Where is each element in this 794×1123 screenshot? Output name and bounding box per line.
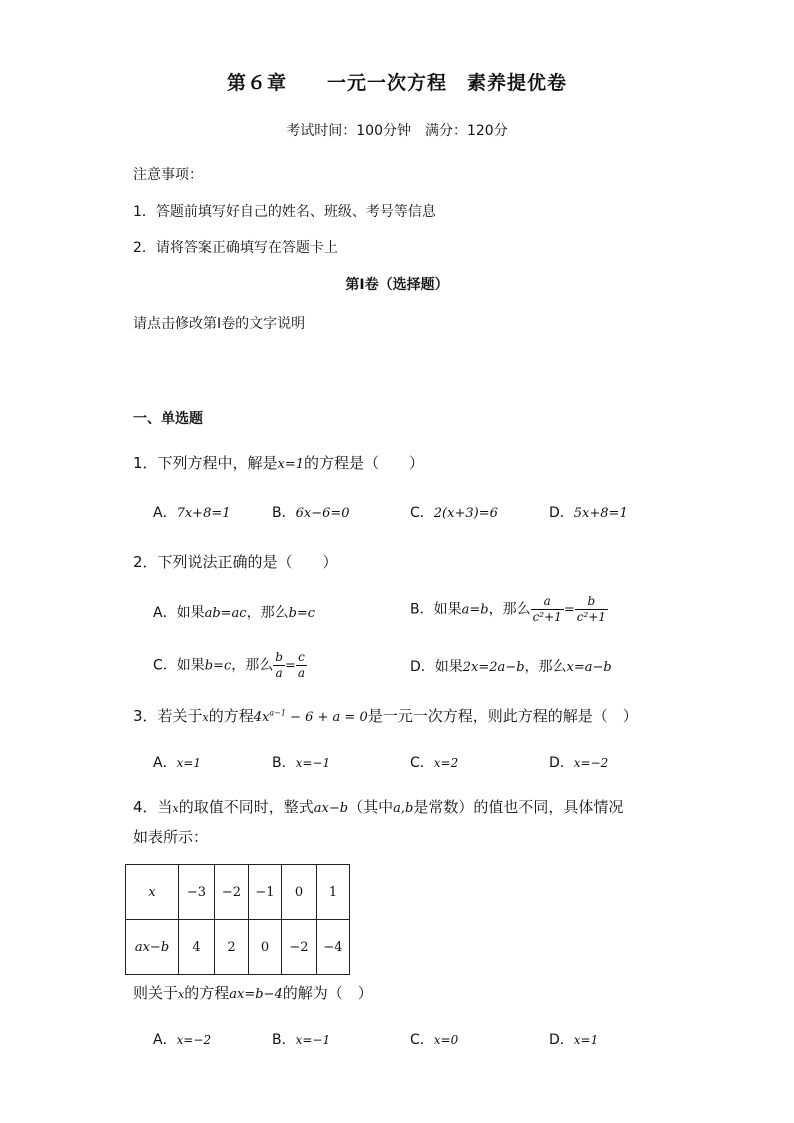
q1-stem-pre: 1．下列方程中，解是 bbox=[133, 454, 278, 472]
q3-option-c[interactable]: C．x=2 bbox=[410, 755, 459, 771]
q1-stem-math: x=1 bbox=[277, 457, 305, 472]
q4-option-d[interactable]: D．x=1 bbox=[549, 1032, 599, 1048]
table-cell: 0 bbox=[249, 920, 282, 975]
q1-stem-post: 的方程是（ ） bbox=[304, 454, 425, 472]
table-cell: x bbox=[126, 865, 179, 920]
question-4-ask: 则关于x的方程ax=b−4的解为（ ） bbox=[133, 984, 373, 1002]
q3-option-d[interactable]: D．x=−2 bbox=[549, 755, 609, 771]
section-title: 一、单选题 bbox=[133, 411, 203, 427]
q3-option-b[interactable]: B．x=−1 bbox=[272, 755, 331, 771]
q4-option-b[interactable]: B．x=−1 bbox=[272, 1032, 331, 1048]
table-cell: −2 bbox=[282, 920, 317, 975]
part1-title: 第I卷（选择题） bbox=[345, 277, 449, 293]
page-title: 第６章 一元一次方程 素养提优卷 bbox=[226, 72, 567, 94]
table-cell: −4 bbox=[317, 920, 350, 975]
q3-equation: $4x^{a-1} - 6 + a = 0$ bbox=[253, 708, 368, 725]
table-row bbox=[126, 920, 350, 975]
q2-option-c[interactable]: C．如果b=c，那么 $\frac{b}{a}$ = $\frac{c}{a}$ bbox=[153, 650, 306, 680]
q4-option-c[interactable]: C．x=0 bbox=[410, 1032, 459, 1048]
q1-option-c[interactable]: C．2(x+3)=6 bbox=[410, 505, 498, 521]
fraction: $\frac{c}{a}$ bbox=[297, 650, 306, 680]
exam-info: 考试时间：100分钟 满分：120分 bbox=[286, 123, 508, 139]
question-2-stem: 2．下列说法正确的是（ ） bbox=[133, 553, 338, 571]
fraction: $\frac{b}{a}$ bbox=[275, 650, 283, 680]
table-cell: ax−b bbox=[126, 920, 179, 975]
table-cell: 4 bbox=[179, 920, 215, 975]
question-4-stem-line1: 4．当x的取值不同时，整式ax−b（其中a,b是常数）的值也不同，具体情况 bbox=[133, 798, 624, 816]
q3-option-a[interactable]: A．x=1 bbox=[153, 755, 202, 771]
q1-option-b[interactable]: B．6x−6=0 bbox=[272, 505, 350, 521]
q2-option-a[interactable]: A．如果ab=ac，那么b=c bbox=[153, 605, 316, 621]
table-cell: −2 bbox=[215, 865, 249, 920]
table-cell: −3 bbox=[179, 865, 215, 920]
table-cell: 1 bbox=[317, 865, 350, 920]
q1-option-a[interactable]: A．7x+8=1 bbox=[153, 505, 231, 521]
part1-description[interactable]: 请点击修改第I卷的文字说明 bbox=[133, 316, 306, 332]
table-row bbox=[126, 865, 350, 920]
fraction: $\frac{a}{\text{c²+1}}$ bbox=[532, 594, 562, 624]
value-table bbox=[125, 864, 350, 975]
table-cell: −1 bbox=[249, 865, 282, 920]
table-cell: 0 bbox=[282, 865, 317, 920]
q4-option-a[interactable]: A．x=−2 bbox=[153, 1032, 212, 1048]
question-1-stem bbox=[133, 452, 424, 473]
question-3-stem: 3．若关于x的方程$4x^{a-1} - 6 + a = 0$是一元一次方程，则此方程的解是（ ） bbox=[133, 707, 638, 725]
q2-option-b[interactable]: B．如果a=b，那么 $\frac{a}{\text{c²+1}}$ = $\frac{b}{\text{c²+1}}$ bbox=[410, 594, 606, 624]
question-4-stem-line2: 如表所示： bbox=[133, 828, 209, 846]
note-item-1: 1．答题前填写好自己的姓名、班级、考号等信息 bbox=[133, 204, 436, 220]
fraction: $\frac{b}{\text{c²+1}}$ bbox=[576, 594, 606, 624]
q2-option-d[interactable]: D．如果2x=2a−b，那么x=a−b bbox=[410, 659, 612, 675]
note-item-2: 2．请将答案正确填写在答题卡上 bbox=[133, 240, 338, 256]
q1-option-d[interactable]: D．5x+8=1 bbox=[549, 505, 628, 521]
table-cell: 2 bbox=[215, 920, 249, 975]
notes-heading: 注意事项： bbox=[133, 167, 203, 183]
